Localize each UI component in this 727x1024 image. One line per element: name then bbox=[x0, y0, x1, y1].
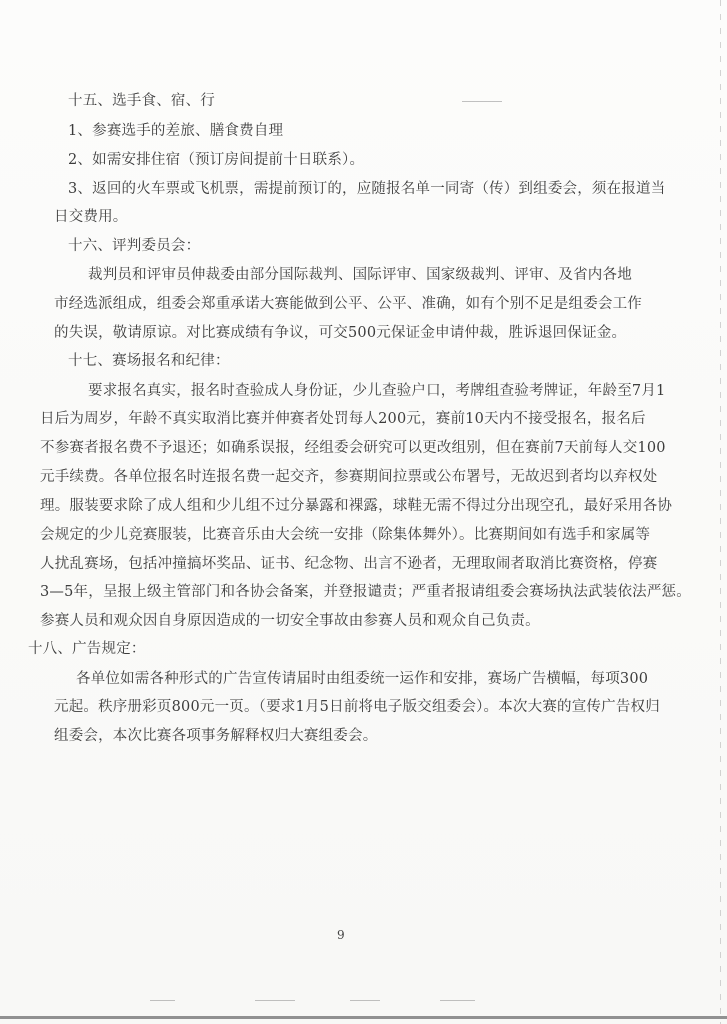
section-15-item-2: 2、如需安排住宿（预订房间提前十日联系）。 bbox=[68, 152, 365, 168]
section-15-heading: 十五、选手食、宿、行 bbox=[68, 93, 215, 109]
section-16-paragraph-l1: 裁判员和评审员伸裁委由部分国际裁判、国际评审、国家级裁判、评审、及省内各地 bbox=[88, 267, 632, 283]
scan-mark bbox=[255, 1000, 295, 1001]
section-17-paragraph-l9: 参赛人员和观众因自身原因造成的一切安全事故由参赛人员和观众自己负责。 bbox=[40, 613, 540, 629]
section-17-paragraph-l4: 元手续费。各单位报名时连报名费一起交齐，参赛期间拉票或公布署号，无故迟到者均以弃权处 bbox=[40, 469, 658, 485]
scan-edge-artifact bbox=[720, 0, 721, 1024]
scan-mark bbox=[350, 1000, 380, 1001]
section-16-heading: 十六、评判委员会： bbox=[68, 238, 201, 254]
scan-bottom-edge bbox=[0, 1016, 727, 1019]
section-16-paragraph-l2: 市经选派组成，组委会郑重承诺大赛能做到公平、公平、准确，如有个别不足是组委会工作 bbox=[54, 296, 642, 312]
section-18-paragraph-l3: 组委会，本次比赛各项事务解释权归大赛组委会。 bbox=[54, 728, 378, 744]
section-17-paragraph-l2: 日后为周岁，年龄不真实取消比赛并伸赛者处罚每人200元，赛前10天内不接受报名，报名后 bbox=[40, 411, 646, 427]
section-15-item-3-cont: 日交费用。 bbox=[54, 209, 128, 225]
section-17-paragraph-l7: 人扰乱赛场，包括冲撞搞坏奖品、证书、纪念物、出言不逊者，无理取闹者取消比赛资格，停赛 bbox=[40, 556, 658, 572]
section-15-item-3: 3、返回的火车票或飞机票，需提前预订的，应随报名单一同寄（传）到组委会，须在报道当 bbox=[68, 181, 666, 197]
scan-mark bbox=[150, 1000, 175, 1001]
section-18-heading: 十八、广告规定： bbox=[28, 641, 146, 657]
section-17-paragraph-l8: 3—5年，呈报上级主管部门和各协会备案，并登报谴责；严重者报请组委会赛场执法武装依法严惩。 bbox=[40, 584, 691, 600]
section-18-paragraph-l2: 元起。秩序册彩页800元一页。（要求1月5日前将电子版交组委会）。本次大赛的宣传广告权归 bbox=[54, 699, 660, 715]
section-17-paragraph-l1: 要求报名真实，报名时查验成人身份证，少儿查验户口，考牌组查验考牌证，年龄至7月1 bbox=[88, 383, 666, 399]
section-16-paragraph-l3: 的失误，敬请原谅。对比赛成绩有争议，可交500元保证金申请仲裁，胜诉退回保证金。 bbox=[54, 325, 627, 341]
section-18-paragraph-l1: 各单位如需各种形式的广告宣传请届时由组委统一运作和安排，赛场广告横幅，每项300 bbox=[76, 671, 649, 687]
scan-mark bbox=[440, 1000, 475, 1001]
scan-mark bbox=[462, 101, 502, 102]
section-17-paragraph-l6: 会规定的少儿竞赛服装，比赛音乐由大会统一安排（除集体舞外）。比赛期间如有选手和家属等 bbox=[40, 527, 651, 543]
section-17-heading: 十七、赛场报名和纪律： bbox=[68, 353, 230, 369]
section-15-item-1: 1、参赛选手的差旅、膳食费自理 bbox=[68, 123, 284, 139]
section-17-paragraph-l3: 不参赛者报名费不予退还；如确系误报，经组委会研究可以更改组别，但在赛前7天前每人交100 bbox=[40, 440, 666, 456]
section-17-paragraph-l5: 理。服装要求除了成人组和少儿组不过分暴露和裸露，球鞋无需不得过分出现空孔，最好采用各协 bbox=[40, 498, 673, 514]
page-number: 9 bbox=[337, 928, 345, 942]
